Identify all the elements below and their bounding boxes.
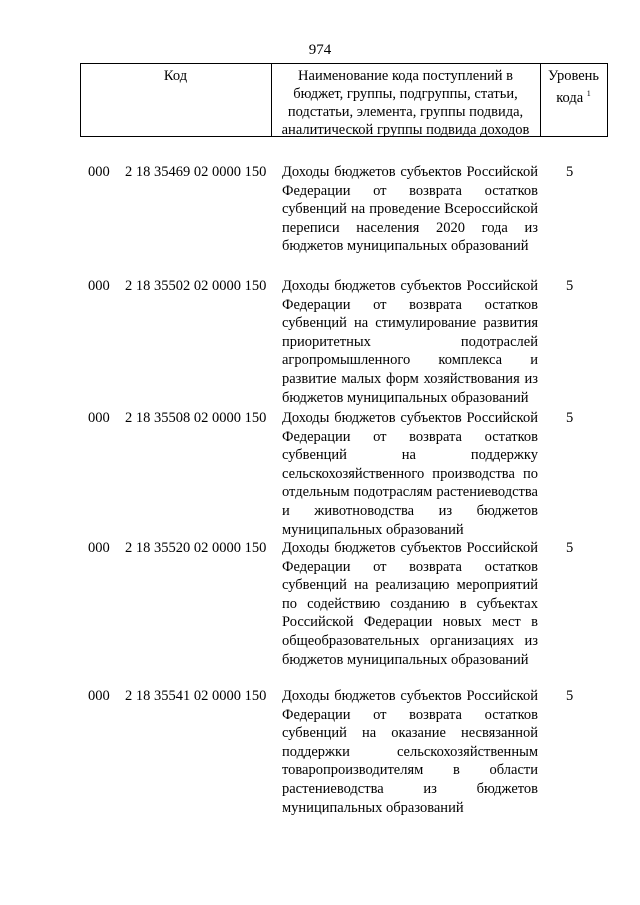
table-row [0,409,640,539]
admin-code: 000 [88,540,110,556]
column-header-level [540,64,607,136]
table-row [0,687,640,837]
column-header-level-suffix: а [576,89,584,106]
revenue-code: 2 18 35520 02 0000 150 [125,540,267,556]
column-header-name: Наименование кода поступлений в бюджет, группы, подгруппы, статьи, подстатьи, элемента, группы подвида, аналитической группы подвида доходов [281,68,530,138]
level-value: 5 [566,410,574,426]
column-header-level-text: Уровень код [547,68,600,106]
revenue-code: 2 18 35541 02 0000 150 [125,688,267,704]
footnote-marker: 1 [586,89,591,98]
revenue-name: Доходы бюджетов субъектов Российской Федерации от возврата остатков субвенций на оказание несвязанной поддержки сельскохозяйственным товаропроизводителям в области растениеводства из бюджетов муниципальных образований [282,688,538,816]
revenue-name: Доходы бюджетов субъектов Российской Федерации от возврата остатков субвенций на поддержку сельскохозяйственного производства по отдельным подотраслям растениеводства и животноводства из бюджетов муниципальных образований [282,410,538,538]
level-value: 5 [566,164,574,180]
admin-code: 000 [88,410,110,426]
table-row [0,277,640,409]
revenue-name: Доходы бюджетов субъектов Российской Федерации от возврата остатков субвенций на проведение Всероссийской переписи населения 2020 года из бюджетов муниципальных образований [282,164,538,255]
column-header-code: Код [163,68,188,84]
table-header [80,63,608,137]
revenue-code: 2 18 35508 02 0000 150 [125,410,267,426]
level-value: 5 [566,278,574,294]
page-number: 974 [308,42,332,58]
level-value: 5 [566,688,574,704]
table-border [607,64,608,136]
revenue-code: 2 18 35469 02 0000 150 [125,164,267,180]
admin-code: 000 [88,278,110,294]
table-body [0,163,640,837]
admin-code: 000 [88,688,110,704]
table-row [0,539,640,687]
admin-code: 000 [88,164,110,180]
revenue-name: Доходы бюджетов субъектов Российской Федерации от возврата остатков субвенций на реализацию мероприятий по содействию созданию в субъектах Российской Федерации новых мест в общеобразовательных организациях из бюджетов муниципальных образований [282,540,538,668]
revenue-code: 2 18 35502 02 0000 150 [125,278,267,294]
level-value: 5 [566,540,574,556]
table-row [0,163,640,277]
revenue-name: Доходы бюджетов субъектов Российской Федерации от возврата остатков субвенций на стимулирование развития приоритетных подотраслей агропромышленного комплекса и развитие малых форм хозяйствования из бюджетов муниципальных образований [282,278,538,406]
